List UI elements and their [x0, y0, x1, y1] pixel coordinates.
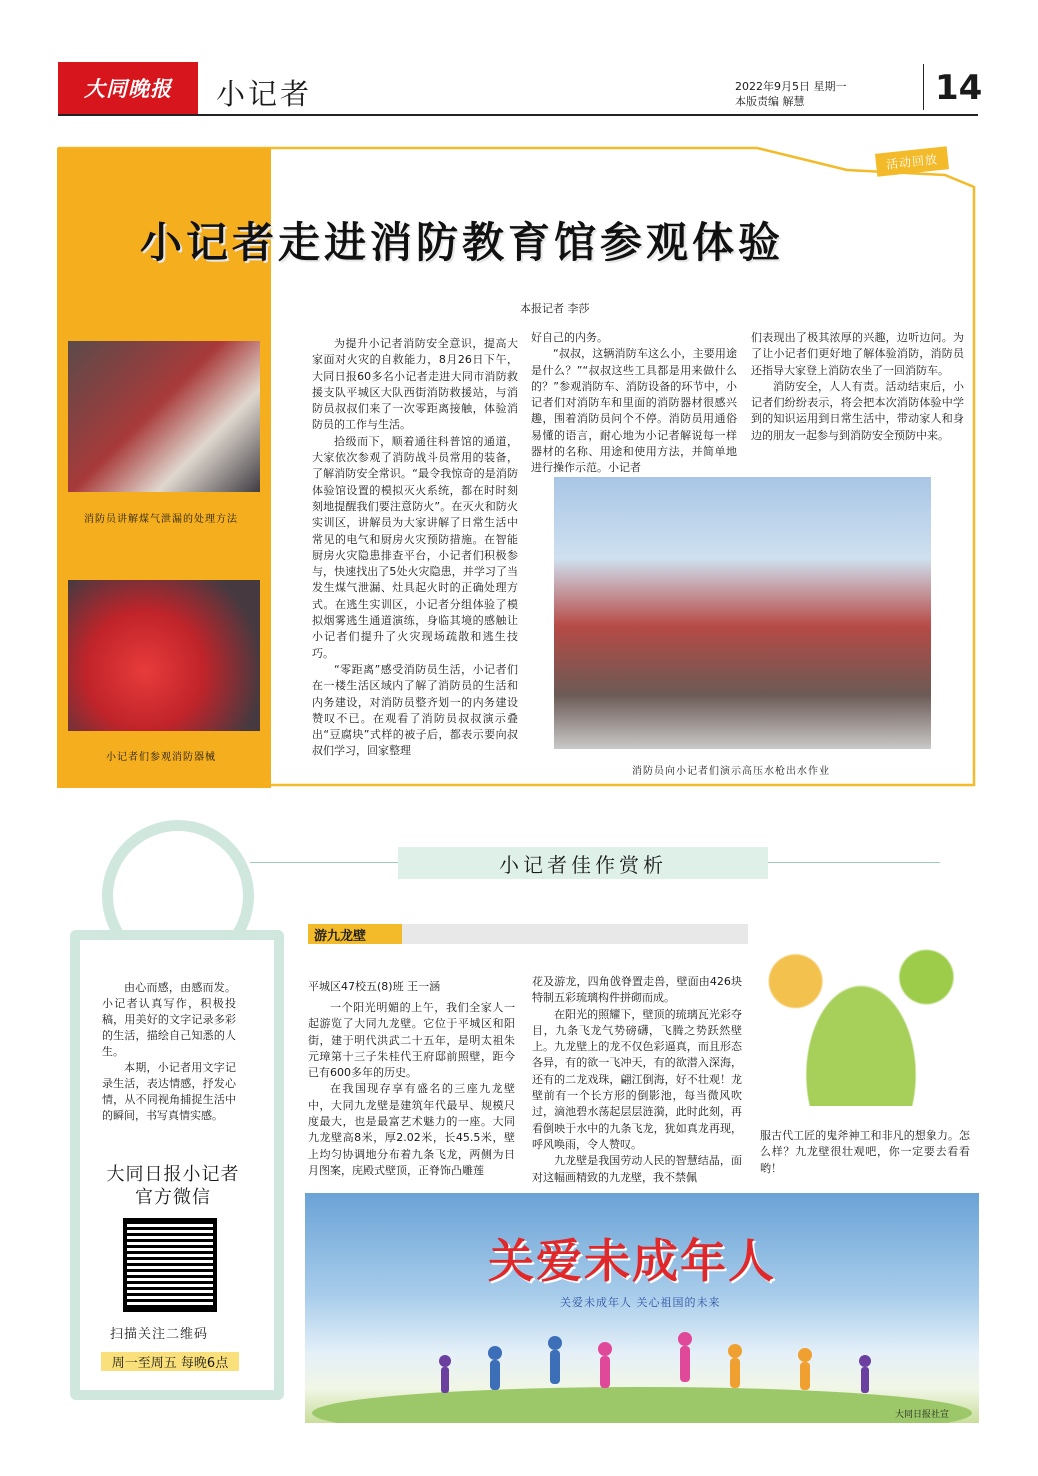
poster-title: 关爱未成年人 — [488, 1234, 776, 1288]
paragraph: 服古代工匠的鬼斧神工和非凡的想象力。怎么样？九龙壁很壮观吧，你一定要去看看哟！ — [760, 1129, 970, 1175]
photo-caption: 消防员讲解煤气泄漏的处理方法 — [84, 514, 238, 525]
photo-caption: 消防员向小记者们演示高压水枪出水作业 — [632, 766, 830, 777]
family-cartoon-illustration — [752, 898, 970, 1106]
author-line: 平城区47校五(8)班 王一涵 — [308, 980, 441, 993]
qr-code[interactable] — [123, 1218, 217, 1312]
paragraph: 好自己的内务。 — [531, 331, 608, 344]
article-column-2 — [531, 330, 737, 477]
essay-column-1 — [308, 1000, 515, 1179]
paragraph: 九龙壁是我国劳动人民的智慧结晶，面对这幅画精致的九龙壁，我不禁佩 — [532, 1154, 742, 1184]
essay-column-2 — [532, 974, 742, 1186]
issue-info — [735, 79, 847, 109]
article-column-3 — [751, 330, 964, 444]
paragraph: 在我国现存享有盛名的三座九龙壁中，大同九龙壁是建筑年代最早、规模尺度最大，也是最富艺术魅力的一座。大同九龙壁高8米，厚2.02米，长45.5米，壁上均匀协调地分布着九条飞龙，两侧为日月图案，庑殿式壁顶，正脊饰凸雕莲 — [308, 1082, 515, 1177]
paragraph: 为提升小记者消防安全意识，提高大家面对火灾的自救能力，8月26日下午，大同日报60多名小记者走进大同市消防救援支队平城区大队西街消防救援站，与消防员叔叔们来了一次零距离接触，体验消防员的工作与生活。 — [312, 337, 518, 432]
paragraph: 在阳光的照耀下，壁顶的琉璃瓦光彩夺目，九条飞龙气势磅礴，飞腾之势跃然壁上。九龙壁上的龙不仅色彩逼真，而且形态各异，有的欲一飞冲天，有的欲潜入深海，还有的二龙戏珠，翩江倒海，好不壮观！龙壁前有一个长方形的倒影池，每当微风吹过，滴池碧水荡起层层涟漪，此时此刻，再看倒映于水中的九条飞龙，犹如真龙再现，呼风唤雨，令人赞叹。 — [532, 1007, 742, 1151]
header-separator — [923, 64, 924, 110]
wechat-line-2: 官方微信 — [135, 1187, 211, 1208]
paragraph: 本期，小记者用文字记录生活，表达情感，抒发心情，从不同视角捕捉生活中的瞬间，书写真情实感。 — [102, 1061, 236, 1122]
essay-column-3 — [760, 1128, 970, 1177]
byline: 本报记者 李莎 — [520, 302, 590, 315]
wechat-line-1: 大同日报小记者 — [106, 1164, 240, 1185]
article-headline: 小记者走进消防教育馆参观体验 — [140, 218, 785, 267]
schedule-badge: 周一至周五 每晚6点 — [101, 1352, 239, 1371]
photo-equipment-visit — [68, 580, 260, 731]
paragraph: “零距离”感受消防员生活，小记者们在一楼生活区域内了解了消防员的生活和内务建设，对消防员整齐划一的内务建设赞叹不已。在观看了消防员叔叔演示叠出“豆腐块”式样的被子后，都表示要向叔叔们学习，回家整理 — [312, 662, 518, 758]
section-name: 小记者 — [216, 77, 313, 111]
photo-water-hose-demo — [554, 477, 931, 749]
activity-tag: 活动回放 — [875, 146, 949, 176]
paragraph: 一个阳光明媚的上午，我们全家人一起游览了大同九龙壁。它位于平城区和阳街，建于明代洪武二十五年，是明太祖朱元璋第十三子朱桂代王府邸前照壁，距今已有600多年的历史。 — [308, 1001, 515, 1080]
paragraph: “叔叔，这辆消防车这么小，主要用途是什么？”“叔叔这些工具都是用来做什么的？”参观消防车、消防设备的环节中，小记者们对消防车和里面的消防器材很感兴趣，围着消防员问个不停。消防员用通俗易懂的语言，耐心地为小记者解说每一样器材的名称、用途和使用方法，并简单地进行操作示范。小记者 — [531, 347, 737, 475]
poster-credit: 大同日报社宣 — [895, 1410, 950, 1420]
page-editor: 本版责编 解慧 — [735, 95, 805, 108]
paragraph: 花及游龙，四角戗脊置走兽，壁面由426块特制五彩琉璃构件拼砌而成。 — [532, 975, 742, 1005]
paragraph: 由心而感，由感而发。小记者认真写作，积极投稿，用美好的文字记录多彩的生活，描绘自己知悉的人生。 — [102, 981, 236, 1058]
issue-date: 2022年9月5日 星期一 — [735, 80, 847, 93]
section-banner: 小记者佳作赏析 — [398, 847, 768, 879]
article-title: 游九龙壁 — [308, 924, 402, 944]
scan-prompt: 扫描关注二维码 — [110, 1327, 209, 1342]
paragraph: 拾级而下，顺着通往科普馆的通道，大家依次参观了消防战斗员常用的装备，了解消防安全常识。“最令我惊奇的是消防体验馆设置的模拟灭火系统，都在时时刻刻地提醒我们要注意防火”。在灭火和防火实训区，讲解员为大家讲解了日常生活中常见的电气和厨房火灾预防措施。在智能厨房火灾隐患排查平台，小记者们积极参与，快速找出了5处火灾隐患，并学习了当发生煤气泄漏、灶具起火时的正确处理方式。在逃生实训区，小记者分组体验了模拟烟雾逃生通道演练，身临其境的感触让小记者们提升了火灾现场疏散和逃生技巧。 — [312, 434, 518, 660]
paragraph: 消防安全，人人有责。活动结束后，小记者们纷纷表示，将会把本次消防体验中学到的知识运用到日常生活中，带动家人和身边的朋友一起参与到消防安全预防中来。 — [751, 379, 964, 442]
poster-subtitle: 关爱未成年人 关心祖国的未来 — [560, 1296, 721, 1309]
paragraph: 们表现出了极其浓厚的兴趣，边听边问。为了让小记者们更好地了解体验消防，消防员还指导大家登上消防农坐了一回消防车。 — [751, 331, 964, 377]
newspaper-logo: 大同晚报 — [58, 62, 198, 114]
intro-text — [102, 980, 236, 1124]
page-number: 14 — [935, 68, 983, 108]
header-rule — [58, 114, 978, 116]
photo-gas-leak-demo — [68, 341, 260, 492]
article-column-1 — [312, 336, 518, 760]
photo-caption: 小记者们参观消防器械 — [106, 752, 216, 763]
wechat-heading — [88, 1163, 258, 1209]
